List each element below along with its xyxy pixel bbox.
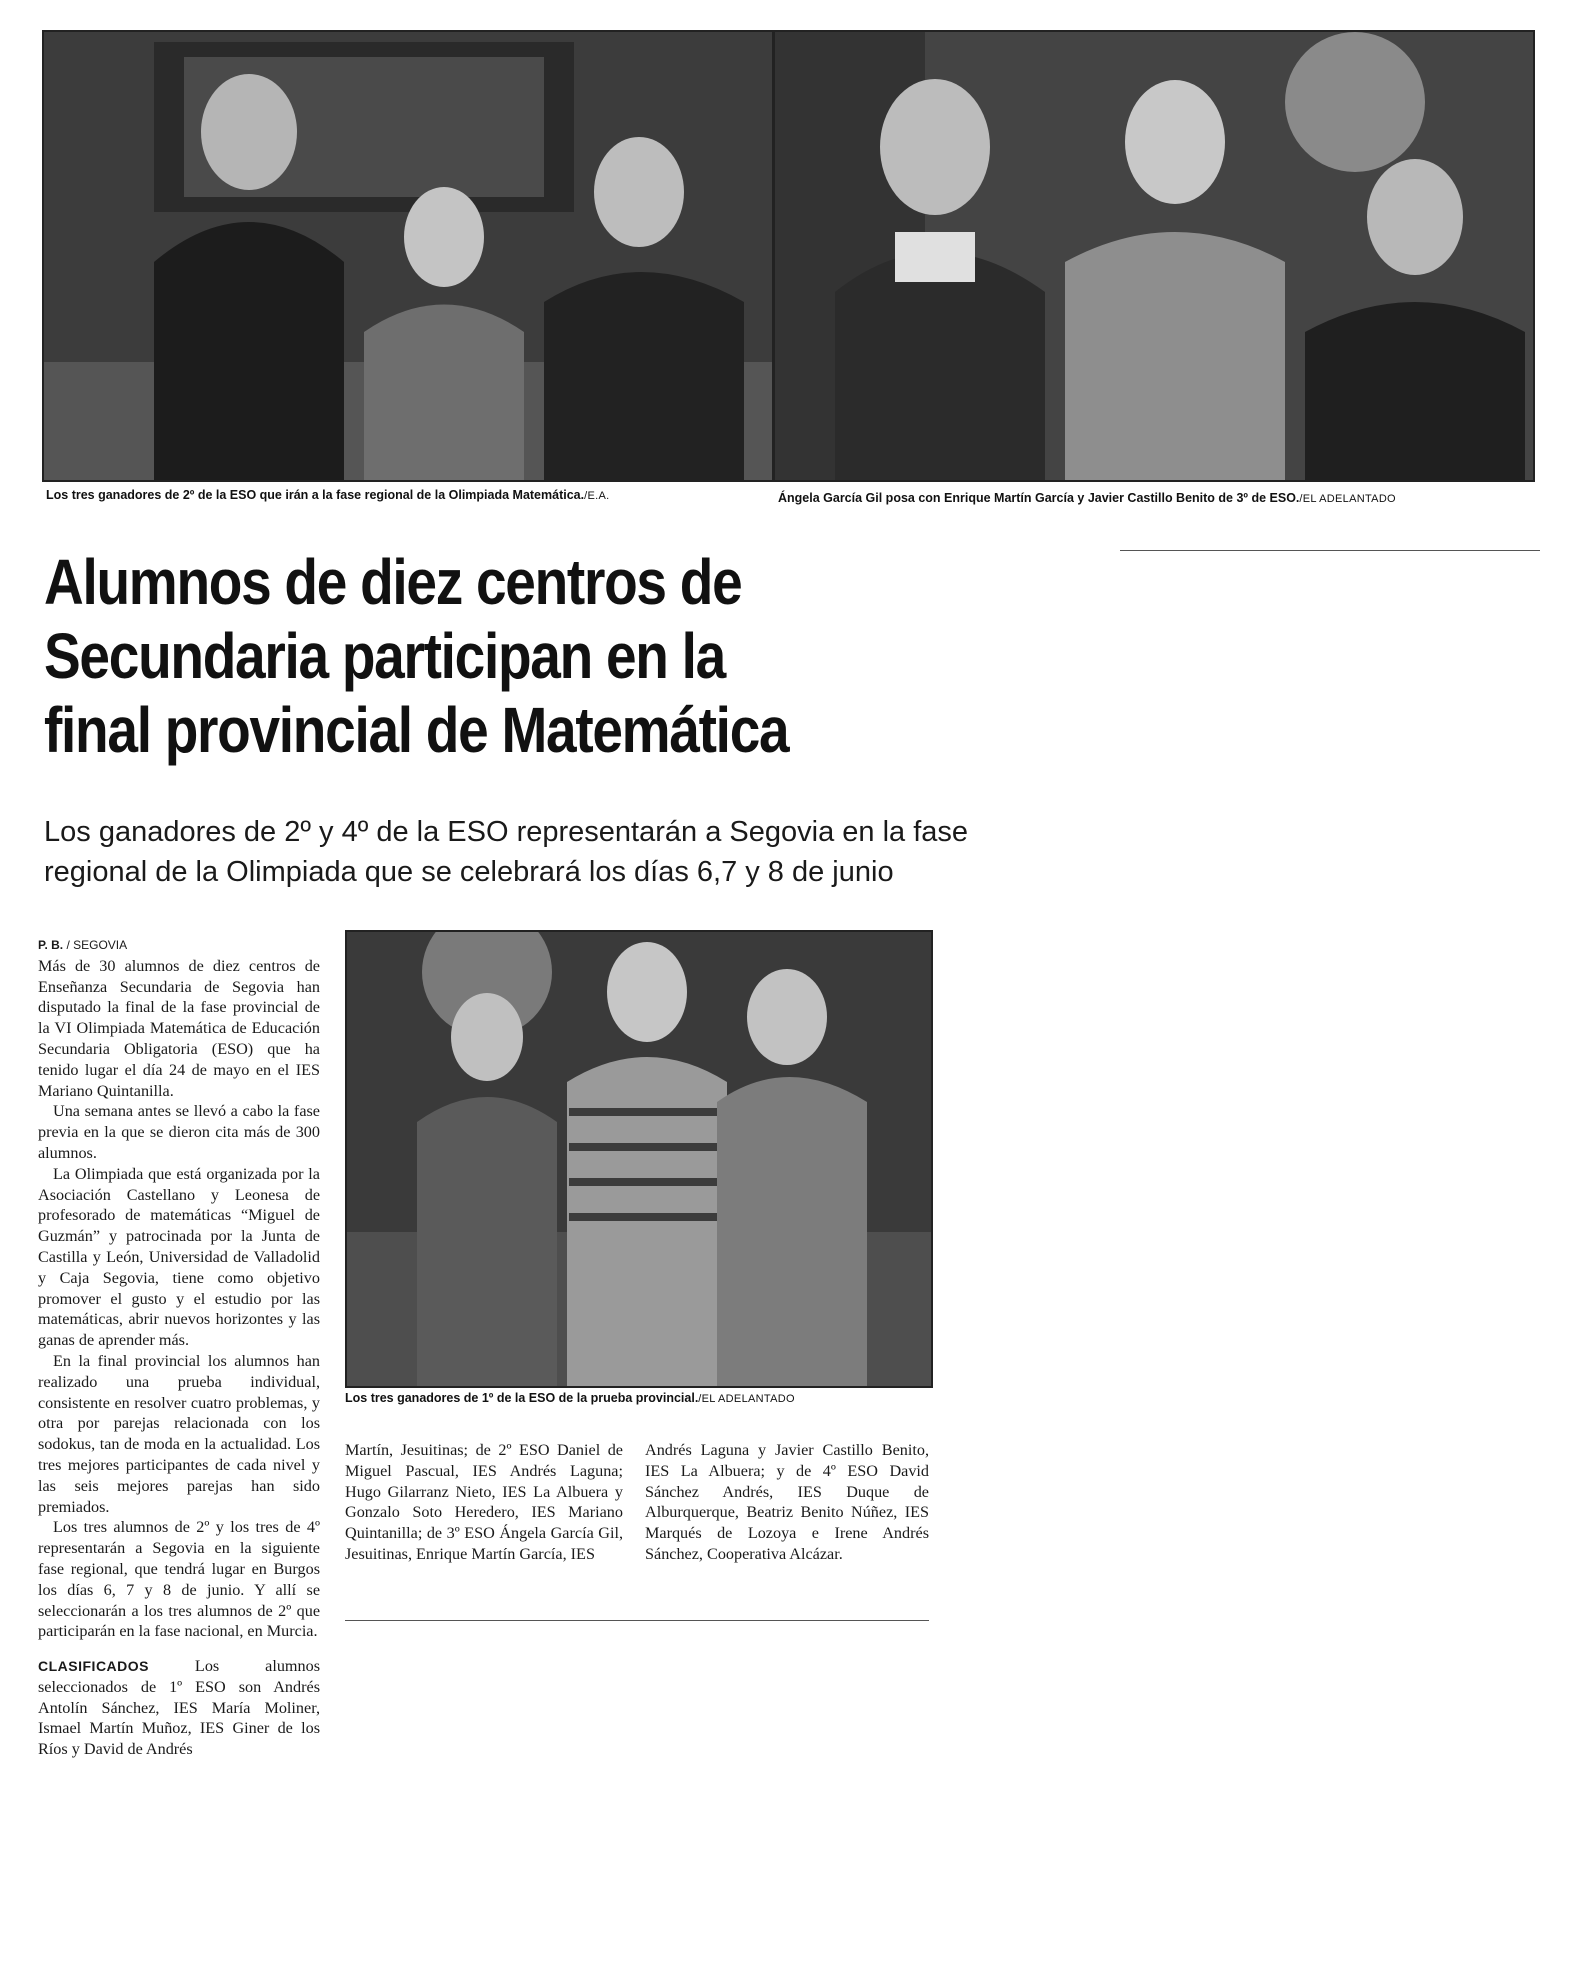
caption-text: Los tres ganadores de 2º de la ESO que irán a la fase regional de la Olimpiada Matemática.: [46, 488, 585, 502]
caption-top-right: [778, 491, 1396, 505]
body-paragraph-text: Los alumnos seleccionados de 1º ESO son Andrés Antolín Sánchez, IES María Moliner, Ismael Martín Muñoz, IES Giner de los Ríos y David de Andrés: [38, 1657, 320, 1759]
body-paragraph-clasificados: [38, 1656, 320, 1760]
photo-students-1-eso: [347, 932, 931, 1386]
photo-students-3-eso: [775, 32, 1533, 480]
body-paragraph: Más de 30 alumnos de diez centros de Enseñanza Secundaria de Segovia han disputado la final de la fase provincial de la VI Olimpiada Matemática de Educación Secundaria Obligatoria (ESO) que ha tenido lugar el día 24 de mayo en el IES Mariano Quintanilla.: [38, 956, 320, 1100]
headline-line: Secundaria participan en la: [44, 620, 725, 692]
subhead-line: regional de la Olimpiada que se celebrará los días 6,7 y 8 de junio: [44, 856, 894, 888]
article-headline: [44, 545, 818, 767]
photo-students-2-eso: [44, 32, 772, 480]
photo-middle: [345, 930, 933, 1388]
headline-line: Alumnos de diez centros de: [44, 546, 742, 618]
byline-location: / SEGOVIA: [63, 938, 128, 952]
body-paragraph: Martín, Jesuitinas; de 2º ESO Daniel de Miguel Pascual, IES Andrés Laguna; Hugo Gilarranz Nieto, IES La Albuera y Gonzalo Soto Heredero, IES Mariano Quintanilla; de 3º ESO Ángela García Gil, Jesuitinas, Enrique Martín García, IES: [345, 1441, 623, 1563]
article-column-3: [645, 1440, 929, 1565]
caption-middle: [345, 1391, 795, 1405]
body-paragraph: En la final provincial los alumnos han realizado una prueba individual, consistente en resolver cuatro problemas, y otra por parejas relacionada con los sodokus, tan de moda en la actualidad. Los tres mejores participantes de cada nivel y las seis mejores parejas han sido premiados.: [38, 1351, 320, 1516]
article-subhead: [44, 812, 969, 892]
byline: [38, 935, 320, 956]
divider-rule: [345, 1620, 929, 1621]
subhead-line: Los ganadores de 2º y 4º de la ESO representarán a Segovia en la fase: [44, 816, 969, 848]
body-paragraph: La Olimpiada que está organizada por la Asociación Castellano y Leonesa de profesorado de matemáticas “Miguel de Guzmán” y patrocinada por la Junta de Castilla y León, Universidad de Valladolid y Caja Segovia, tiene como objetivo promover el gusto y el estudio por las matemáticas, abrir nuevos horizontes y las ganas de aprender más.: [38, 1164, 320, 1350]
photo-top-right: [773, 30, 1535, 482]
headline-line: final provincial de Matemática: [44, 694, 789, 766]
photo-credit: /EL ADELANTADO: [1299, 493, 1396, 505]
section-runin: CLASIFICADOS: [38, 1658, 149, 1675]
photo-credit: /E.A.: [584, 490, 610, 502]
article-column-2: [345, 1440, 623, 1565]
body-paragraph: Los tres alumnos de 2º y los tres de 4º representarán a Segovia en la siguiente fase regional, que tendrá lugar en Burgos los días 6, 7 y 8 de junio. Y allí se seleccionarán a los tres alumnos de 2º que participarán en la fase nacional, en Murcia.: [38, 1518, 320, 1641]
caption-text: Ángela García Gil posa con Enrique Martín García y Javier Castillo Benito de 3º de ESO.: [778, 491, 1300, 505]
article-column-1: [38, 935, 320, 1760]
photo-credit: /EL ADELANTADO: [698, 1393, 795, 1405]
caption-text: Los tres ganadores de 1º de la ESO de la prueba provincial.: [345, 1391, 699, 1405]
byline-author: P. B.: [38, 938, 64, 952]
body-paragraph: Una semana antes se llevó a cabo la fase previa en la que se dieron cita más de 300 alumnos.: [38, 1102, 320, 1162]
body-paragraph: Andrés Laguna y Javier Castillo Benito, IES La Albuera; y de 4º ESO David Sánchez Andrés, IES Duque de Alburquerque, Beatriz Benito Núñez, IES Marqués de Lozoya e Irene Andrés Sánchez, Cooperativa Alcázar.: [645, 1441, 929, 1563]
caption-top-left: [46, 488, 609, 502]
photo-top-left: [42, 30, 774, 482]
divider-rule: [1120, 550, 1540, 551]
